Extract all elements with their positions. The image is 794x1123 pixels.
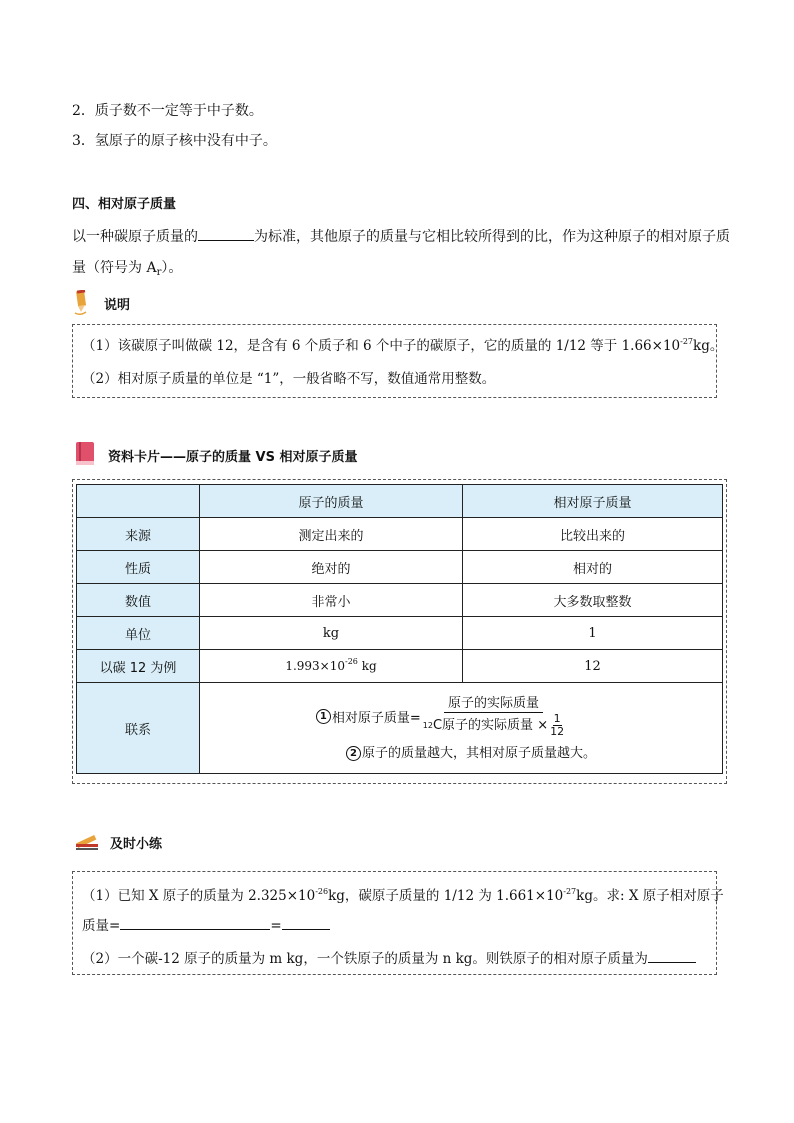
note-item-1-unit: kg。 xyxy=(693,338,724,354)
row-label: 数值 xyxy=(77,584,200,617)
carbon-mass-exponent: -26 xyxy=(345,657,358,666)
formula-lhs: 相对原子质量= xyxy=(331,711,421,726)
cell-relative-mass: 相对的 xyxy=(463,551,723,584)
q1-text-before: （1）已知 X 原子的质量为 2.325×10 xyxy=(82,888,316,904)
definition-line2-end: ）。 xyxy=(161,260,183,276)
cell-atom-mass: 绝对的 xyxy=(200,551,463,584)
definition-blank[interactable] xyxy=(198,226,254,241)
relation-line-2-text: 原子的质量越大，其相对原子质量越大。 xyxy=(361,746,596,761)
table-row-relation xyxy=(77,683,723,774)
cell-relative-mass: 大多数取整数 xyxy=(463,584,723,617)
cell-atom-mass: kg xyxy=(200,617,463,650)
symbol-subscript: r xyxy=(156,267,162,278)
q1-answer-blank-1[interactable] xyxy=(120,915,270,930)
note-item-1-text: （1）该碳原子叫做碳 12，是含有 6 个质子和 6 个中子的碳原子，它的质量的 1/12 等于 1.66×10 xyxy=(82,338,681,354)
q1-exponent-1: -26 xyxy=(315,887,329,896)
header-atom-mass: 原子的质量 xyxy=(200,485,463,518)
cell-carbon-relative: 12 xyxy=(463,650,723,683)
cell-atom-mass: 测定出来的 xyxy=(200,518,463,551)
q2-answer-blank[interactable] xyxy=(648,948,696,963)
q1-text-mid: kg，碳原子质量的 1/12 为 1.661×10 xyxy=(328,888,564,904)
question-1-line-1 xyxy=(82,884,724,904)
table-row xyxy=(77,518,723,551)
relation-line-2 xyxy=(220,742,722,761)
mini-numerator: 1 xyxy=(553,712,561,725)
section-title: 四、相对原子质量 xyxy=(72,197,177,212)
comparison-table xyxy=(76,484,723,774)
question-1-line-2 xyxy=(82,914,330,934)
table-row xyxy=(77,551,723,584)
row-label: 以碳 12 为例 xyxy=(77,650,200,683)
header-relative-mass: 相对原子质量 xyxy=(463,485,723,518)
table-row xyxy=(77,584,723,617)
row-label: 单位 xyxy=(77,617,200,650)
definition-line-2 xyxy=(72,258,182,278)
denominator-text: C原子的实际质量 × xyxy=(432,717,549,733)
table-row-carbon xyxy=(77,650,723,683)
cell-carbon-mass xyxy=(200,650,463,683)
definition-line-1 xyxy=(72,226,730,247)
relation-formula xyxy=(160,695,722,738)
formula-fraction xyxy=(421,695,566,738)
point-3: 3．氢原子的原子核中没有中子。 xyxy=(72,133,277,149)
practice-icon xyxy=(74,829,100,853)
relation-cell xyxy=(200,683,723,774)
carbon-mass-unit: kg xyxy=(357,659,377,673)
formula-numerator: 原子的实际质量 xyxy=(444,695,543,713)
q1-answer-blank-2[interactable] xyxy=(282,915,330,930)
pencil-icon xyxy=(72,290,94,316)
card-title: 资料卡片——原子的质量 VS 相对原子质量 xyxy=(108,450,358,465)
q1-equals: = xyxy=(270,918,282,934)
mini-denominator: 12 xyxy=(550,725,565,738)
question-2 xyxy=(82,947,696,967)
definition-text-after: 为标准，其他原子的质量与它相比较所得到的比，作为这种原子的相对原子质 xyxy=(254,229,730,245)
q1-exponent-2: -27 xyxy=(563,887,577,896)
point-2: 2．质子数不一定等于中子数。 xyxy=(72,103,263,119)
cell-relative-mass: 比较出来的 xyxy=(463,518,723,551)
cell-relative-mass: 1 xyxy=(463,617,723,650)
header-empty xyxy=(77,485,200,518)
circled-number-2: 2 xyxy=(346,746,361,761)
row-label: 来源 xyxy=(77,518,200,551)
practice-box xyxy=(72,871,724,975)
q1-line2-text: 质量= xyxy=(82,918,121,934)
book-icon xyxy=(74,441,96,467)
definition-line2-text: 量（符号为 A xyxy=(72,260,157,276)
note-item-1 xyxy=(82,334,723,354)
row-label: 联系 xyxy=(77,683,200,774)
carbon-mass-base: 1.993×10 xyxy=(285,659,345,673)
note-item-1-exponent: -27 xyxy=(680,337,694,346)
cell-atom-mass: 非常小 xyxy=(200,584,463,617)
one-twelfth-fraction xyxy=(550,713,564,738)
row-label: 性质 xyxy=(77,551,200,584)
table-row xyxy=(77,617,723,650)
note-box xyxy=(72,324,724,398)
q1-text-after: kg。求: X 原子相对原子 xyxy=(576,888,724,904)
practice-title: 及时小练 xyxy=(110,837,163,852)
definition-text-before: 以一种碳原子质量的 xyxy=(72,229,198,245)
table-header-row xyxy=(77,485,723,518)
circled-number-1: 1 xyxy=(316,709,331,724)
note-item-2: （2）相对原子质量的单位是 “1”，一般省略不写，数值通常用整数。 xyxy=(82,371,496,387)
note-title: 说明 xyxy=(104,298,131,313)
q2-text: （2）一个碳-12 原子的质量为 m kg，一个铁原子的质量为 n kg。则铁原子的相对原子质量为 xyxy=(82,951,648,967)
formula-denominator: 12 C原子的实际质量 × $\frac{1}{12}$ xyxy=(422,712,565,738)
